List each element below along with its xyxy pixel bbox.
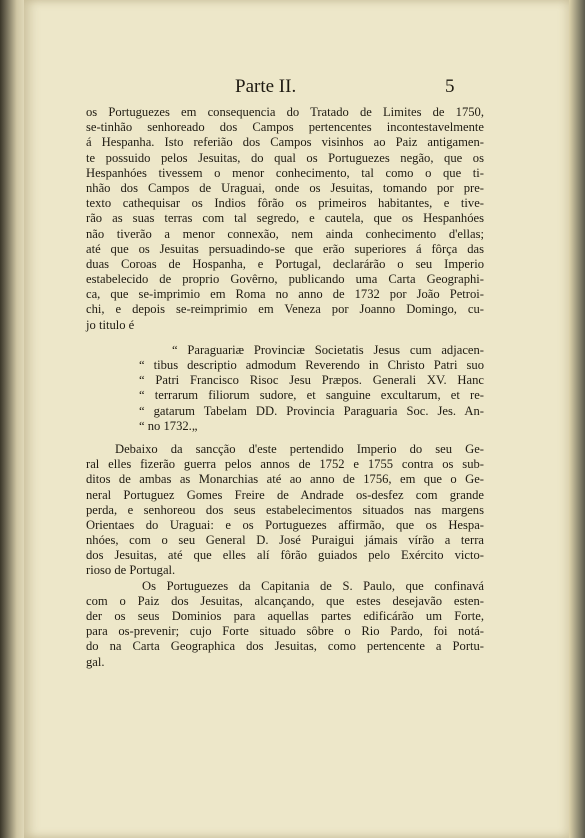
text-line: para os-prevenir; cujo Forte situado sôbre o Rio Pardo, foi notá- bbox=[86, 624, 484, 639]
text-line: Os Portuguezes da Capitania de S. Paulo, que confinavá bbox=[142, 578, 484, 593]
text-line: até que os Jesuitas persuadindo-se que erão superiores á fôrça das bbox=[86, 241, 484, 256]
running-header bbox=[24, 76, 569, 100]
quote-line: “ terrarum filiorum sudore, et sanguine excultarum, et re- bbox=[139, 388, 484, 403]
page-number: 5 bbox=[445, 76, 455, 97]
text-line: Orientaes do Uraguai: e os Portuguezes affirmão, que os Hespa- bbox=[86, 517, 484, 532]
text-line: com o Paiz dos Jesuitas, alcançando, que estes desejavão esten- bbox=[86, 593, 484, 608]
text-line: te possuido pelos Jesuitas, do qual os Portuguezes negão, que os bbox=[86, 150, 484, 165]
quote-line: “ Patri Francisco Risoc Jesu Præpos. Generali XV. Hanc bbox=[139, 373, 484, 388]
quote-line: “ no 1732.„ bbox=[139, 418, 198, 433]
text-line: rioso de Portugal. bbox=[86, 563, 176, 578]
text-line: do na Carta Geographica dos Jesuitas, como pertencente a Portu- bbox=[86, 639, 484, 654]
paragraph-3 bbox=[86, 579, 484, 670]
quote-line: “ tibus descriptio admodum Reverendo in Christo Patri suo bbox=[139, 358, 484, 372]
text-line: jo titulo é bbox=[86, 317, 135, 332]
text-line: ral elles fizerão guerra pelos annos de 1752 e 1755 contra os sub- bbox=[86, 457, 484, 472]
quote-line: “ Paraguariæ Provinciæ Societatis Jesus cum adjacen- bbox=[172, 342, 484, 357]
text-line: gal. bbox=[86, 654, 105, 669]
text-line: ditos de ambas as Monarchias até ao anno de 1756, em que o Ge- bbox=[86, 472, 484, 487]
text-line: texto cathequisar os Indios fôrão os primeiros habitantes, e tive- bbox=[86, 196, 484, 211]
text-line: duas Coroas de Hospanha, e Portugal, declarárão o seu Imperio bbox=[86, 256, 484, 271]
right-page-edge bbox=[569, 0, 585, 838]
text-line: estabelecido de proprio Govêrno, publicando uma Carta Geographi- bbox=[86, 272, 484, 287]
left-page-edge bbox=[0, 0, 24, 838]
text-line: nhóes, com o seu General D. José Puraigui jámais vírão a terra bbox=[86, 533, 484, 548]
book-page bbox=[24, 0, 569, 838]
paragraph-1 bbox=[86, 105, 484, 333]
text-line: Hespanhóes tivessem o menor conhecimento, tal como o que ti- bbox=[86, 165, 484, 180]
text-line: á Hespanha. Isto referião dos Campos visinhos ao Paiz antigamen- bbox=[86, 135, 484, 150]
text-line: neral Portuguez Gomes Freire de Andrade os-desfez com grande bbox=[86, 487, 484, 502]
text-line: rão as suas terras com tal segredo, e cautela, que os Hespanhóes bbox=[86, 211, 484, 226]
text-line: ca, que se-imprimio em Roma no anno de 1732 por João Petroi- bbox=[86, 287, 484, 302]
section-title: Parte II. bbox=[235, 76, 297, 97]
text-line: der os seus Dominios para aquellas partes edificárão um Forte, bbox=[86, 609, 484, 623]
text-line: se-tinhão senhoreado dos Campos pertencentes incontestavelmente bbox=[86, 120, 484, 135]
text-line: dos Jesuitas, até que elles alí fôrão guiados pelo Exército victo- bbox=[86, 548, 484, 563]
text-line: os Portuguezes em consequencia do Tratado de Limites de 1750, bbox=[86, 105, 484, 119]
text-line: nhão dos Campos de Uraguai, onde os Jesuitas, tomando por pre- bbox=[86, 180, 484, 195]
text-line: não tiverão a menor connexão, nem ainda conhecimento d'ellas; bbox=[86, 226, 484, 241]
text-line: Debaixo da sancção d'este pertendido Imperio do seu Ge- bbox=[115, 441, 484, 456]
paragraph-2 bbox=[86, 442, 484, 579]
quote-line: “ gatarum Tabelam DD. Provincia Paraguaria Soc. Jes. An- bbox=[139, 403, 484, 418]
text-line: chi, e depois se-reimprimio em Veneza por Joanno Domingo, cu- bbox=[86, 302, 484, 317]
quoted-title bbox=[86, 343, 484, 434]
text-line: perda, e senhoreou dos seus estabelecimentos situados nas margens bbox=[86, 502, 484, 517]
page-text bbox=[86, 105, 484, 670]
